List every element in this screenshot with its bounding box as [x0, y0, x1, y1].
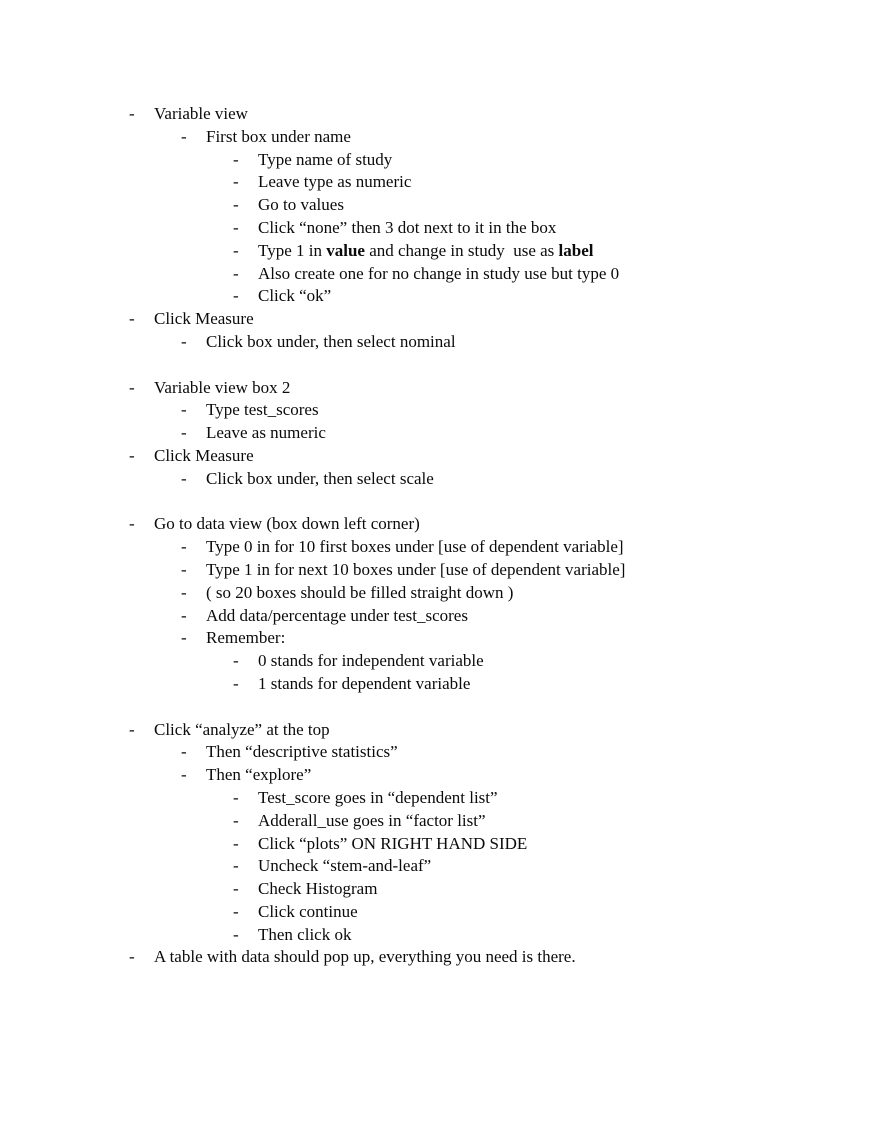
dash-bullet: - — [181, 423, 187, 443]
list-item-text: Then click ok — [258, 924, 352, 944]
dash-bullet: - — [181, 582, 187, 602]
list-item-text: Click box under, then select scale — [206, 468, 434, 488]
list-item-text: A table with data should pop up, everything you need is there. — [154, 947, 576, 967]
list-section — [0, 103, 880, 354]
list-item-text: Click Measure — [154, 309, 254, 329]
list-item-text: Check Histogram — [258, 879, 378, 899]
list-item-text: Type 1 in for next 10 boxes under [use of dependent variable] — [206, 559, 626, 579]
list-item — [0, 719, 880, 742]
document-content — [0, 103, 880, 969]
list-item — [0, 764, 880, 787]
list-item-text: Leave as numeric — [206, 423, 326, 443]
dash-bullet: - — [233, 651, 239, 671]
dash-bullet: - — [233, 240, 239, 260]
list-item — [0, 901, 880, 924]
list-item-text: Uncheck “stem-and-leaf” — [258, 856, 432, 876]
list-section — [0, 719, 880, 970]
list-item-text: Add data/percentage under test_scores — [206, 605, 468, 625]
dash-bullet: - — [181, 605, 187, 625]
list-item-text: Click “analyze” at the top — [154, 719, 330, 739]
list-item-text: Leave type as numeric — [258, 172, 412, 192]
dash-bullet: - — [233, 901, 239, 921]
list-item — [0, 331, 880, 354]
list-item-text: Then “explore” — [206, 765, 312, 785]
dash-bullet: - — [129, 104, 135, 123]
list-item-text: Click “none” then 3 dot next to it in the box — [258, 217, 557, 237]
list-section — [0, 513, 880, 695]
list-item — [0, 855, 880, 878]
list-item-text: Type 0 in for 10 first boxes under [use of dependent variable] — [206, 537, 624, 557]
list-item-text: Type 1 in value and change in study use as label — [258, 240, 594, 260]
dash-bullet: - — [129, 719, 135, 739]
list-item — [0, 946, 880, 969]
dash-bullet: - — [233, 673, 239, 693]
list-item — [0, 171, 880, 194]
list-item-text: Type test_scores — [206, 400, 319, 420]
list-item-text: Type name of study — [258, 149, 393, 169]
list-item-text: 0 stands for independent variable — [258, 651, 484, 671]
dash-bullet: - — [233, 856, 239, 876]
list-item-text: Then “descriptive statistics” — [206, 742, 398, 762]
list-item — [0, 263, 880, 286]
dash-bullet: - — [181, 559, 187, 579]
list-item — [0, 377, 880, 400]
list-item-text: Click continue — [258, 901, 358, 921]
dash-bullet: - — [233, 810, 239, 830]
dash-bullet: - — [129, 947, 135, 967]
list-item — [0, 605, 880, 628]
list-item-text: Test_score goes in “dependent list” — [258, 787, 498, 807]
list-item-text: First box under name — [206, 126, 351, 146]
list-item — [0, 513, 880, 536]
dash-bullet: - — [233, 924, 239, 944]
dash-bullet: - — [233, 195, 239, 215]
list-item — [0, 445, 880, 468]
dash-bullet: - — [181, 765, 187, 785]
dash-bullet: - — [181, 537, 187, 557]
list-item — [0, 422, 880, 445]
list-item-text: Click “ok” — [258, 286, 332, 306]
dash-bullet: - — [233, 149, 239, 169]
list-item-text: Variable view box 2 — [154, 377, 291, 397]
list-item-text: Go to data view (box down left corner) — [154, 514, 420, 534]
dash-bullet: - — [181, 742, 187, 762]
list-item — [0, 833, 880, 856]
list-item — [0, 536, 880, 559]
list-item — [0, 673, 880, 696]
list-item-text: Also create one for no change in study use but type 0 — [258, 263, 620, 283]
list-item — [0, 149, 880, 172]
list-item — [0, 787, 880, 810]
list-item — [0, 627, 880, 650]
dash-bullet: - — [181, 400, 187, 420]
list-item-text: 1 stands for dependent variable — [258, 673, 471, 693]
dash-bullet: - — [181, 331, 187, 351]
dash-bullet: - — [233, 833, 239, 853]
dash-bullet: - — [233, 172, 239, 192]
list-item — [0, 217, 880, 240]
list-item-text: Click box under, then select nominal — [206, 331, 456, 351]
dash-bullet: - — [233, 217, 239, 237]
list-item-text: Remember: — [206, 628, 286, 648]
list-section — [0, 377, 880, 491]
list-item — [0, 559, 880, 582]
list-item — [0, 650, 880, 673]
dash-bullet: - — [233, 787, 239, 807]
list-item-text: Click Measure — [154, 445, 254, 465]
dash-bullet: - — [181, 468, 187, 488]
dash-bullet: - — [129, 445, 135, 465]
list-item — [0, 582, 880, 605]
list-item-text: Click “plots” ON RIGHT HAND SIDE — [258, 833, 528, 853]
list-item-text: Go to values — [258, 195, 344, 215]
list-item — [0, 126, 880, 149]
list-item — [0, 741, 880, 764]
list-item — [0, 103, 880, 126]
dash-bullet: - — [181, 126, 187, 146]
list-item — [0, 810, 880, 833]
dash-bullet: - — [233, 263, 239, 283]
dash-bullet: - — [129, 514, 135, 534]
list-item — [0, 240, 880, 263]
list-item — [0, 194, 880, 217]
list-item — [0, 285, 880, 308]
dash-bullet: - — [233, 286, 239, 306]
list-item-text: Variable view — [154, 104, 248, 123]
list-item-text: Adderall_use goes in “factor list” — [258, 810, 486, 830]
list-item — [0, 399, 880, 422]
list-item — [0, 468, 880, 491]
dash-bullet: - — [129, 309, 135, 329]
list-item — [0, 308, 880, 331]
dash-bullet: - — [129, 377, 135, 397]
dash-bullet: - — [233, 879, 239, 899]
list-item — [0, 924, 880, 947]
list-item-text: ( so 20 boxes should be filled straight down ) — [206, 582, 514, 602]
list-item — [0, 878, 880, 901]
dash-bullet: - — [181, 628, 187, 648]
